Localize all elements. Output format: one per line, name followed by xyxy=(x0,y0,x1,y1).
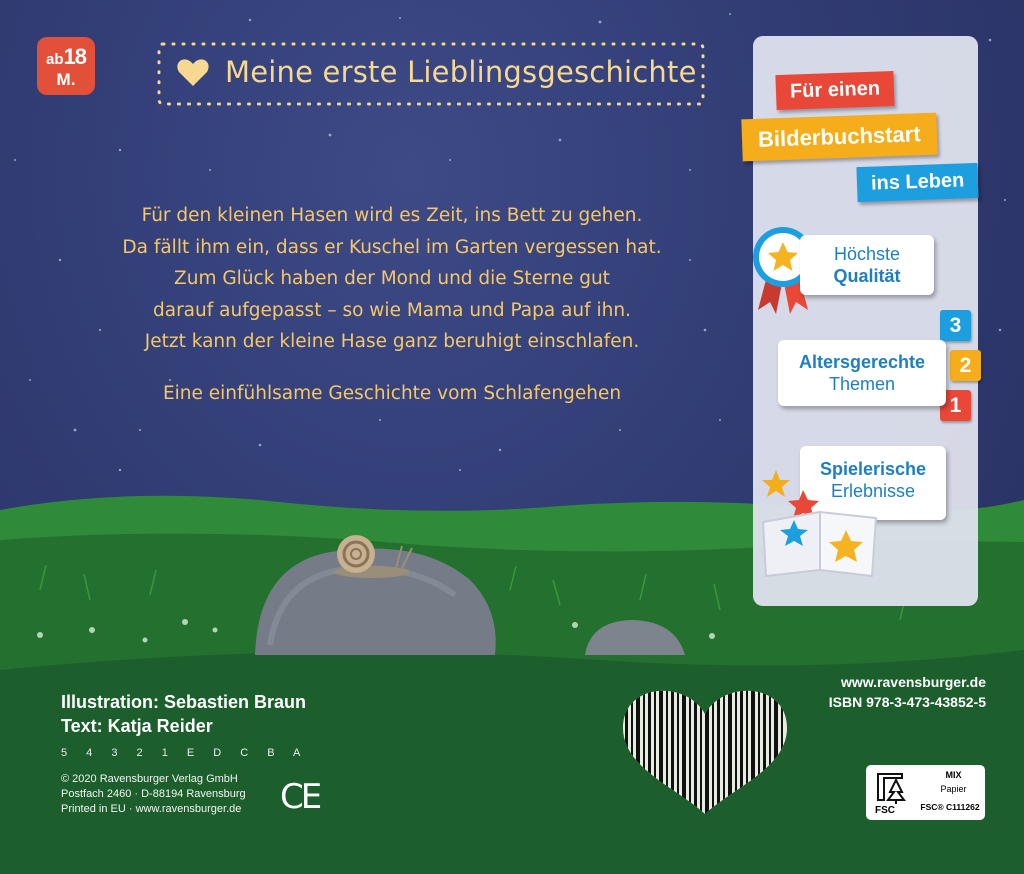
blurb-line: Zum Glück haben der Mond und die Sterne gut xyxy=(174,268,610,289)
text-credit: Text: Katja Reider xyxy=(61,716,213,736)
copyright-line: © 2020 Ravensburger Verlag GmbH xyxy=(61,773,238,785)
blurb-line: Da fällt ihm ein, dass er Kuschel im Garten vergessen hat. xyxy=(122,236,662,258)
isbn-block xyxy=(810,672,986,712)
heart-barcode-icon xyxy=(617,680,793,814)
blurb-line: Jetzt kann der kleine Hase ganz beruhigt einschlafen. xyxy=(144,331,640,352)
ce-mark: CE xyxy=(280,777,320,817)
age-number: 18 xyxy=(63,44,86,69)
fsc-papier: Papier xyxy=(940,784,967,794)
fsc-tree-icon xyxy=(872,770,912,804)
fsc-code: FSC® C111262 xyxy=(920,802,980,812)
blurb-tagline: Eine einfühlsame Geschichte vom Schlafengehen xyxy=(162,382,622,404)
age-prefix: ab xyxy=(46,51,64,68)
blurb-line: Für den kleinen Hasen wird es Zeit, ins Bett zu gehen. xyxy=(141,205,643,226)
blurb-text xyxy=(82,200,702,409)
age-badge xyxy=(37,37,95,95)
series-title: Meine erste Lieblingsgeschichte xyxy=(225,55,697,89)
play-line1: Spielerische xyxy=(819,459,927,479)
fsc-mix: MIX xyxy=(945,770,962,780)
illustration-credit: Illustration: Sebastien Braun xyxy=(61,692,307,712)
open-book-icon xyxy=(758,460,888,580)
credits xyxy=(61,690,306,738)
fsc-label xyxy=(866,765,985,820)
feature-themes-card xyxy=(778,340,946,406)
publisher-info xyxy=(61,772,246,817)
ribbon-picture-book-start: Bilderbuchstart xyxy=(741,113,937,162)
fsc-text: FSC xyxy=(875,805,895,816)
isbn-number: ISBN 978-3-473-43852-5 xyxy=(828,694,986,710)
address-line: Postfach 2460 · D-88194 Ravensburg xyxy=(61,788,246,800)
age-unit: M. xyxy=(56,70,76,89)
series-banner xyxy=(157,42,705,106)
heart-icon xyxy=(177,59,208,86)
themes-line2: Themen xyxy=(828,374,896,394)
blurb-line: darauf aufgepasst – so wie Mama und Papa auf ihn. xyxy=(153,299,631,321)
play-line2: Erlebnisse xyxy=(830,481,916,501)
publisher-website: www.ravensburger.de xyxy=(841,674,986,690)
ribbon-into-life: ins Leben xyxy=(856,163,979,202)
themes-line1: Altersgerechte xyxy=(798,352,926,372)
quality-line2: Qualität xyxy=(833,266,901,286)
number-block-2: 2 xyxy=(950,350,981,381)
print-codes: 5 4 3 2 1 E D C B A xyxy=(61,747,309,759)
number-block-1: 1 xyxy=(940,390,971,421)
feature-quality-card xyxy=(800,235,934,295)
quality-line1: Höchste xyxy=(833,244,901,264)
printed-line: Printed in EU · www.ravensburger.de xyxy=(61,803,242,815)
ribbon-for-a: Für einen xyxy=(775,71,894,110)
number-block-3: 3 xyxy=(940,310,971,341)
